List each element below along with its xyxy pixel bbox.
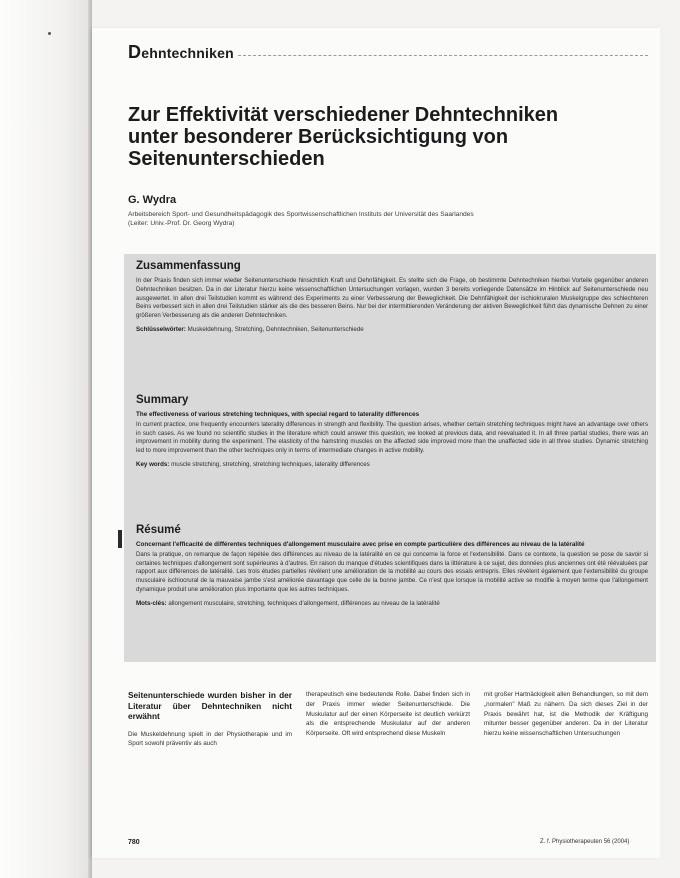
resume-keywords — [136, 600, 648, 609]
article-title — [128, 104, 648, 170]
zusammenfassung-keywords — [136, 326, 648, 335]
page-number: 780 — [128, 839, 140, 846]
body-column-2 — [306, 690, 470, 739]
section-header — [128, 42, 658, 62]
summary-keywords — [136, 461, 648, 470]
keywords-value: allongement musculaire, stretching, techniques d'allongement, différences au niveau de la latéralité — [168, 599, 440, 607]
abstract-box — [124, 254, 656, 662]
title-line-1: Zur Effektivität verschiedener Dehntechniken — [128, 104, 559, 126]
column-subheading: Seitenunterschiede wurden bisher in der Literatur über Dehntechniken nicht erwähnt — [128, 690, 292, 721]
title-line-3: Seitenunterschieden — [128, 148, 325, 170]
author-affiliation — [128, 210, 648, 228]
margin-mark — [118, 530, 122, 548]
keywords-label: Mots-clés: — [136, 599, 167, 607]
section-header-initial: D — [128, 42, 142, 62]
summary-text: In current practice, one frequently encounters laterality differences in strength and flexibility. The question arises, whether certain stretching techniques might have an advantage over others in such cases. As we found no scientific studies in the literature which could answer this question, we looked at previous data, and reevaluated it. In all three partial studies, there was an improvement in mobility during the experiment. The elasticity of the hamstring muscles on the affected side improved more than the unaffected side in all three studies. Dynamic stretching led to more improvement than the other techniques only in terms of intermediate changes in active mobility. — [136, 420, 648, 455]
journal-reference: Z. f. Physiotherapeuten 56 (2004) — [540, 839, 630, 845]
keywords-value: muscle stretching, stretching, stretching techniques, laterality differences — [171, 460, 370, 468]
summary-heading: Summary — [136, 394, 189, 406]
column-text: therapeutisch eine bedeutende Rolle. Dabei finden sich in der Praxis immer wieder Seitenunterschiede. Die Muskulatur auf der einen Körperseite ist deutlich verkürzt als die entsprechende Muskulatur auf der anderen Körperseite. Oft wird entsprechend diese Muskeln — [306, 691, 470, 738]
section-header-rest: ehntechniken — [141, 45, 234, 61]
zusammenfassung-text: In der Praxis finden sich immer wieder Seitenunterschiede hinsichtlich Kraft und Dehnfähigkeit. Es stellte sich die Frage, ob bestimmte Dehntechniken hierbei Vorteile gegenüber anderen Dehntechniken besitzen. Da in der Literatur hierzu keine wissenschaftlichen Untersuchungen vorlagen, wurden 3 bereits vorliegende Datensätze im Hinblick auf Seitenunterschiede neu ausgewertet. In allen drei Teilstudien kommt es während des Experiments zu einer Verbesserung der Beweglichkeit. Die Dehnfähigkeit der ischiokruralen Muskelgruppe des schlechteren Beins verbessert sich in allen drei Teilstudien stärker als die des besseren Beins. Nur bei der intermittierenden Veränderung der aktiven Beweglichkeit führt das dynamische Dehnen zu einer größeren Verbesserung als die anderen Dehntechniken. — [136, 277, 648, 320]
affiliation-line-1: Arbeitsbereich Sport- und Gesundheitspädagogik des Sportwissenschaftlichen Instituts der Universität des Saarlandes — [128, 211, 474, 218]
scan-speck — [48, 32, 51, 35]
summary-subtitle: The effectiveness of various stretching techniques, with special regard to laterality differences — [136, 411, 420, 418]
keywords-label: Schlüsselwörter: — [136, 325, 186, 333]
body-column-1 — [128, 690, 292, 749]
zusammenfassung-heading: Zusammenfassung — [136, 260, 241, 272]
resume-section — [136, 524, 648, 609]
zusammenfassung-section — [136, 260, 648, 335]
resume-subtitle: Concernant l'efficacité de différentes techniques d'allongement musculaire avec prise en compte particulière des différences au niveau de la latéralité — [136, 541, 585, 548]
summary-section — [136, 394, 648, 470]
affiliation-line-2: (Leiter: Univ.-Prof. Dr. Georg Wydra) — [128, 220, 235, 227]
resume-text: Dans la pratique, on remarque de façon répétée des différences au niveau de la latéralité en ce qui concerne la force et l'extensibilité. Dans ce contexte, la question se pose de savoir si certaines techniques d'allongement sont supérieures à d'autres. En raison du manque d'études scientifiques dans la littérature à ce sujet, des données plus anciennes ont été réévaluées par rapport aux différences de latéralité. Les trois études partielles révèlent une amélioration de la mobilité au cours des essais entrepris. Elles révèlent également que l'extensibilité du groupe musculaire ischiocrural de la mauvaise jambe s'est améliorée davantage que celle de la bonne jambe. Ce n'est que lorsque la mobilité active se modifie à moyen terme que l'allongement dynamique produit une amélioration plus importante que les autres techniques. — [136, 550, 648, 593]
keywords-label: Key words: — [136, 460, 170, 468]
author-name: G. Wydra — [128, 194, 177, 206]
body-column-3 — [484, 690, 648, 739]
column-text: Die Muskeldehnung spielt in der Physiotherapie und im Sport sowohl präventiv als auch — [128, 730, 292, 748]
title-line-2: unter besonderer Berücksichtigung von — [128, 126, 509, 148]
page-gutter-shadow — [0, 0, 92, 878]
keywords-value: Muskeldehnung, Stretching, Dehntechniken, Seitenunterschiede — [187, 325, 364, 333]
column-text: mit großer Hartnäckigkeit allen Behandlungen, so mit dem „normalen" Maß zu nähern. Da sich dieses Ziel in der Praxis bewährt hat, ist die Methodik der Kräftigung mitunter besser gegenüber anderen. Da in der Literatur hierzu keine wissenschaftlichen Untersuchungen — [484, 691, 648, 738]
section-header-rule — [238, 55, 648, 56]
resume-heading: Résumé — [136, 524, 181, 536]
